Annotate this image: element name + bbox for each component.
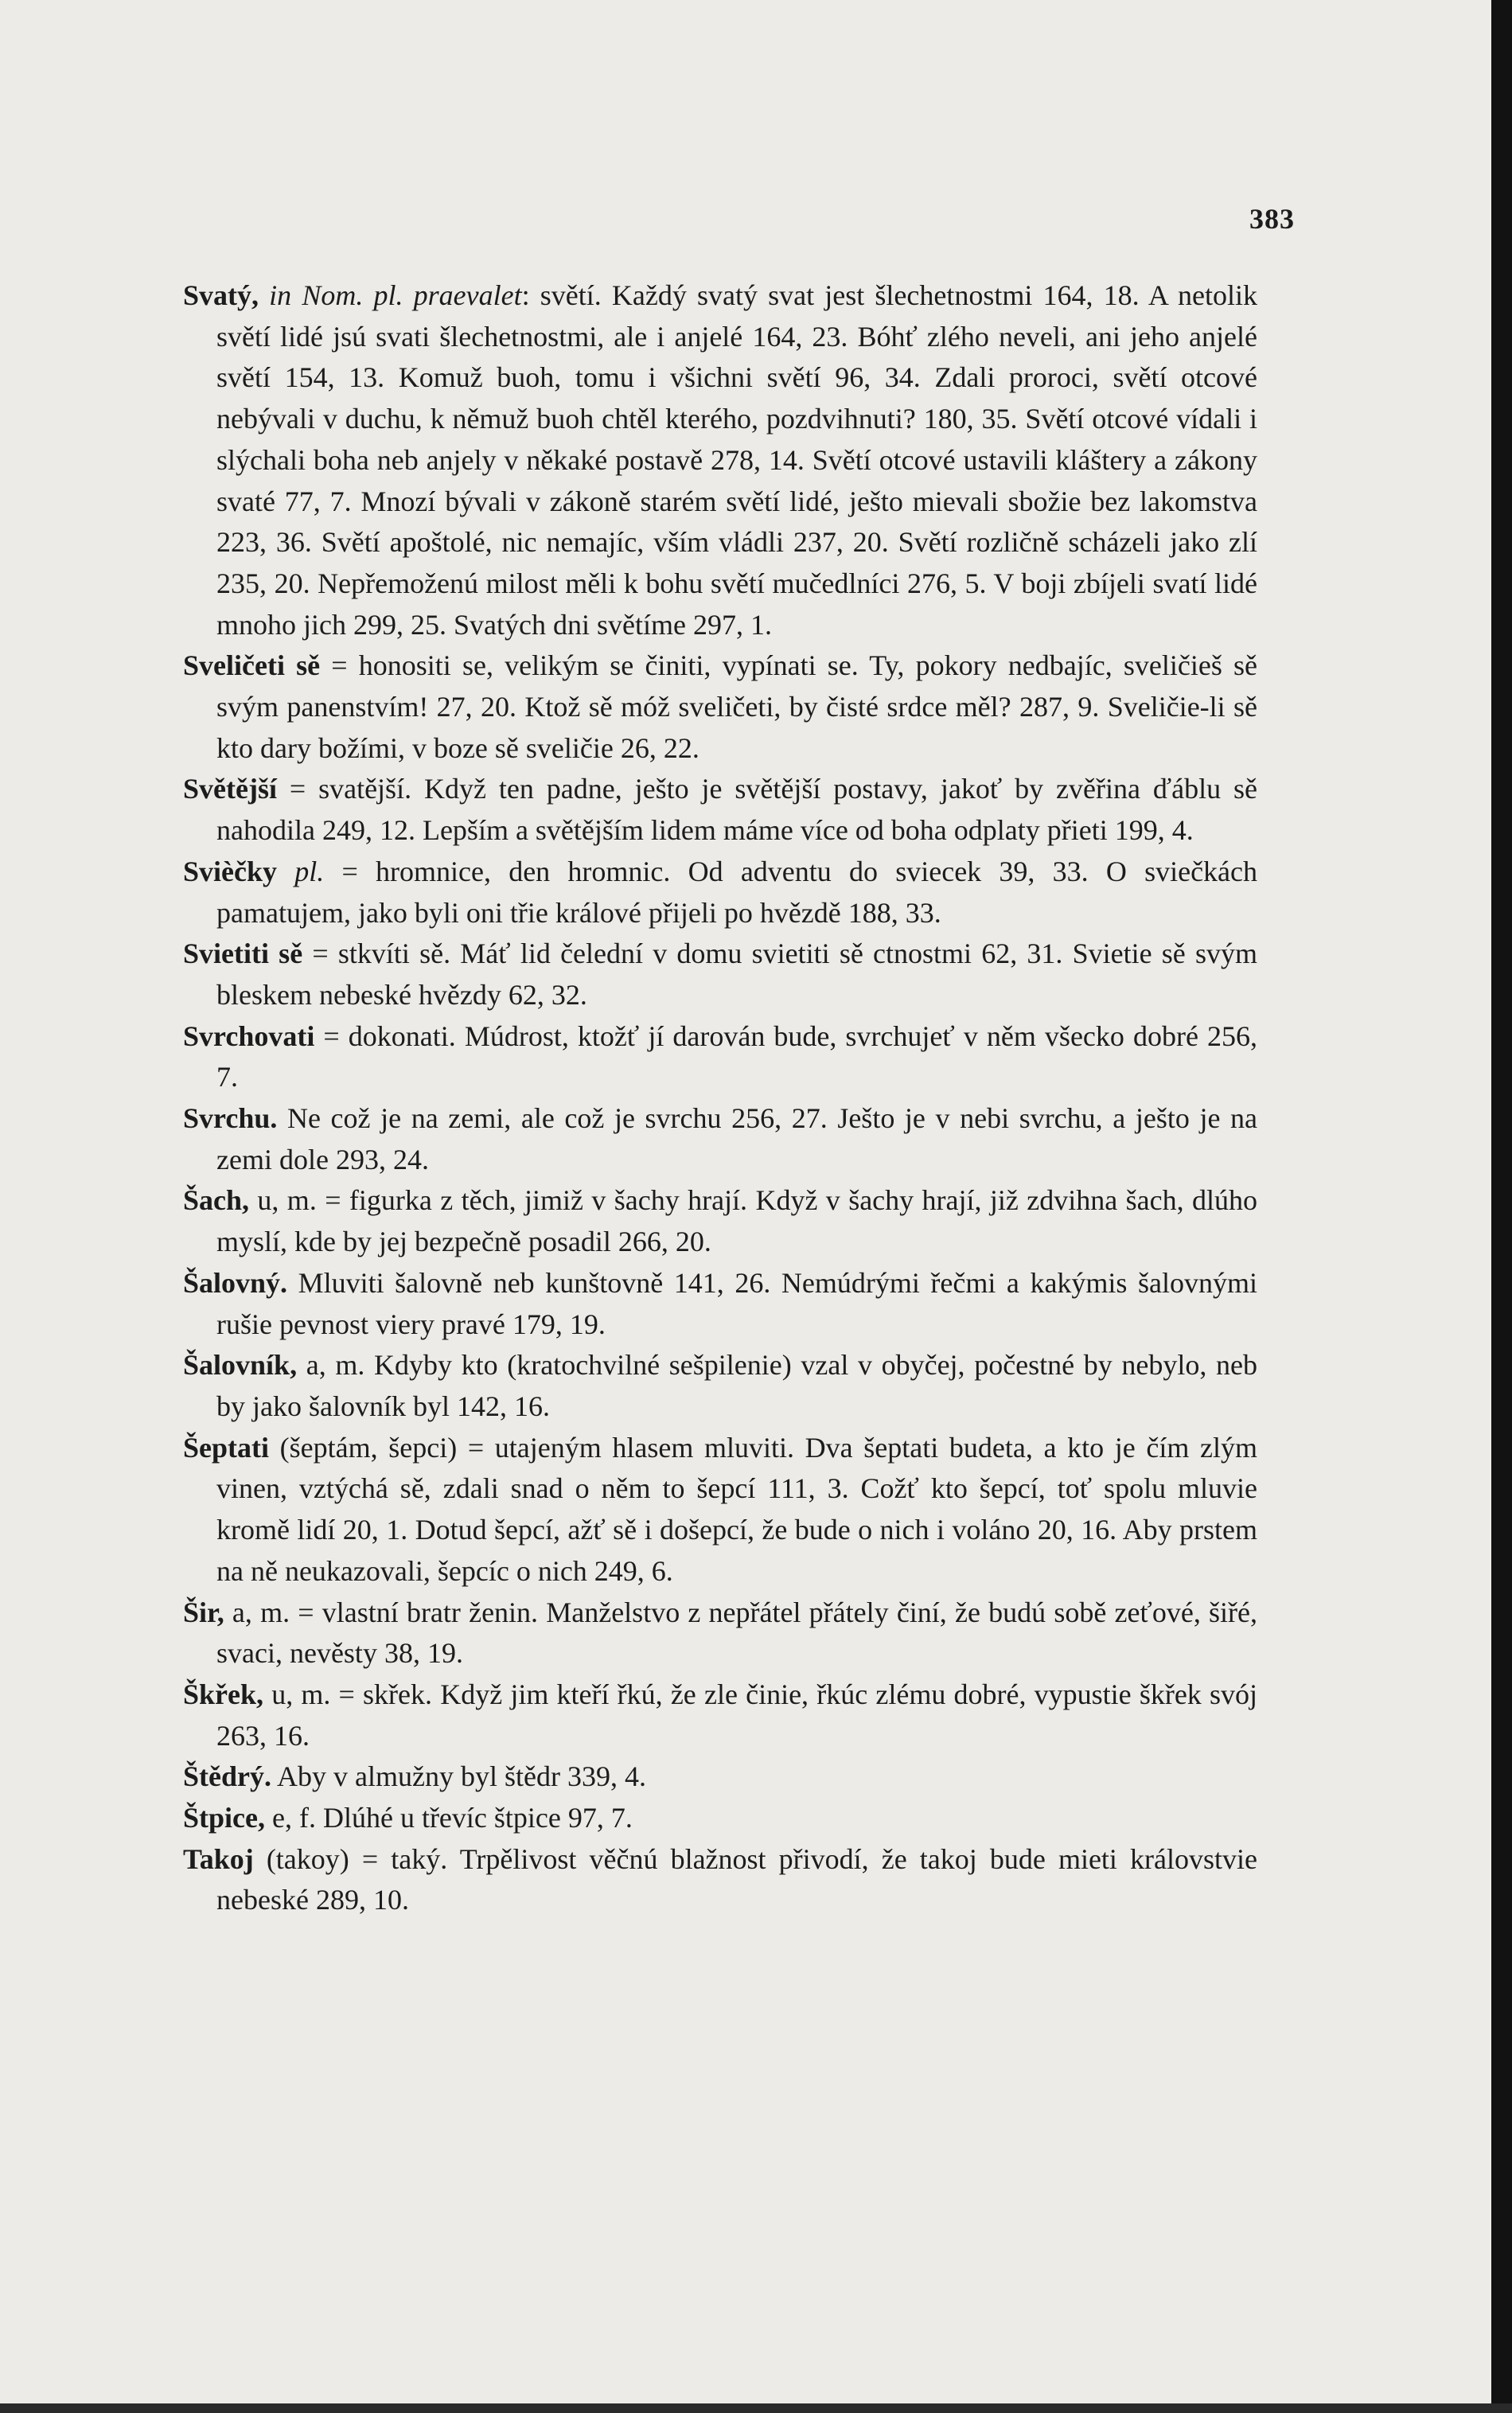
entry-definition: = svatější. Když ten padne, ješto je světější postavy, jakoť by zvěřina ďáblu sě nahodila 249, 12. Lepším a světějším lidem máme více od boha odplaty přieti 199, 4. [216, 773, 1257, 847]
entry-headword: Svrchovati [183, 1019, 315, 1052]
entry-headword: Škřek, [183, 1678, 264, 1710]
entry-definition: a, m. = vlastní bratr ženin. Manželstvo z nepřátel přátely činí, že budú sobě zeťové, šiřé, svaci, nevěsty 38, 19. [216, 1596, 1257, 1670]
entry-headword: Šalovník, [183, 1349, 298, 1382]
entry-definition: (takoy) = taký. Trpělivost věčnú blažnost přivodí, že takoj bude mieti královstvie nebeské 289, 10. [216, 1842, 1257, 1916]
entry-definition: u, m. = skřek. Když jim kteří řkú, že zle činie, řkúc zlému dobré, vypustie škřek svój 263, 16. [216, 1678, 1257, 1752]
entry-skrek [183, 1674, 1257, 1756]
entry-sir [183, 1592, 1257, 1674]
scan-edge [1491, 0, 1512, 2413]
entry-definition: Mluviti šalovně neb kunštovně 141, 26. Nemúdrými řečmi a kakýmis šalovnými rušie pevnost viery pravé 179, 19. [216, 1266, 1257, 1340]
entry-takoj [183, 1839, 1257, 1921]
entry-headword: Světější [183, 773, 277, 805]
scan-edge-bottom [0, 2403, 1512, 2413]
entry-svetejsi [183, 769, 1257, 851]
entry-sviecky [183, 852, 1257, 934]
entry-definition: = dokonati. Múdrost, ktožť jí darován bude, svrchujeť v něm všecko dobré 256, 7. [216, 1019, 1257, 1093]
entry-svaty [183, 275, 1257, 645]
entry-headword: Šir, [183, 1596, 224, 1628]
entry-definition: = honositi se, velikým se činiti, vypínati se. Ty, pokory nedbajíc, sveličieš sě svým panenstvím! 27, 20. Ktož sě móž sveličeti, by čisté srdce měl? 287, 9. Sveličie-li sě kto dary božími, v boze sě sveličie 26, 22. [216, 649, 1257, 764]
entry-headword: Šeptati [183, 1431, 269, 1464]
entry-salovnik [183, 1345, 1257, 1427]
entry-headword: Svietiti sě [183, 938, 303, 970]
entry-headword: Svièčky [183, 855, 278, 887]
entry-definition: = stkvíti sě. Máť lid čelední v domu svietiti sě ctnostmi 62, 31. Svietie sě svým bleskem nebeské hvězdy 62, 32. [216, 938, 1257, 1011]
entry-definition: a, m. Kdyby kto (kratochvilné sešpilenie) vzal v obyčej, počestné by nebylo, neb by jako šalovník byl 142, 16. [216, 1349, 1257, 1422]
entry-definition: (šeptám, šepci) = utajeným hlasem mluviti. Dva šeptati budeta, a kto je čím zlým vinen, vztýchá sě, zdali snad o něm to šepcí 111, 3. Cožť kto šepcí, toť spolu mluvie kromě lidí 20, 1. Dotud šepcí, ažť sě i došepcí, že bude o nich i voláno 20, 16. Aby prstem na ně neukazovali, šepcíc o nich 249, 6. [216, 1431, 1257, 1587]
page-number: 383 [1249, 203, 1295, 235]
entry-svelicetise [183, 645, 1257, 769]
entry-definition: u, m. = figurka z těch, jimiž v šachy hrají. Když v šachy hrají, již zdvihna šach, dlúho myslí, kde by jej bezpečně posadil 266, 20. [216, 1184, 1257, 1258]
entry-svietitise [183, 934, 1257, 1015]
entry-stpice [183, 1798, 1257, 1839]
entry-headword: Šach, [183, 1184, 250, 1217]
entry-definition: Ne což je na zemi, ale což je svrchu 256, 27. Ješto je v nebi svrchu, a ještо je na zemi dole 293, 24. [216, 1102, 1257, 1175]
entry-stedry [183, 1756, 1257, 1798]
dictionary-entries [183, 275, 1257, 1921]
entry-definition: : světí. Každý svatý svat jest šlechetnostmi 164, 18. A netolik světí lidé jsú svati šlechetnostmi, ale i anjelé 164, 23. Bóhť zlého neveli, ani jeho anjelé světí 154, 13. Komuž buoh, tomu i všichni světí 96, 34. Zdali proroci, světí otcové nebývali v duchu, k němuž buoh chtěl kterého, pozdvihnuti? 180, 35. Světí otcové vídali i slýchali boha neb anjely v někaké postavě 278, 14. Světí otcové ustavili kláštery a zákony svaté 77, 7. Mnozí bývali v zákoně starém světí lidé, ješto mievali sbožie bez lakomstva 223, 36. Světí apoštolé, nic nemajíc, vším vládli 237, 20. Světí rozličně scházeli jako zlí 235, 20. Nepřemoženú milost měli k bohu světí mučedlníci 276, 5. V boji zbíjeli svatí lidé mnoho jich 299, 25. Svatých dni světíme 297, 1. [216, 279, 1257, 641]
entry-grammar: in Nom. pl. praevalet [269, 279, 522, 311]
entry-headword: Svrchu. [183, 1102, 278, 1135]
entry-salovny [183, 1263, 1257, 1345]
entry-headword: Štpice, [183, 1802, 265, 1834]
entry-headword: Štědrý. [183, 1760, 271, 1793]
entry-grammar: pl. [294, 855, 325, 887]
entry-septati [183, 1428, 1257, 1592]
entry-definition: = hromnice, den hromnic. Od adventu do sviecek 39, 33. O sviečkách pamatujem, jako byli oni třie králové přijeli po hvězdě 188, 33. [216, 855, 1258, 929]
entry-svrchovati [183, 1016, 1257, 1098]
entry-headword: Svatý, [183, 279, 259, 311]
entry-definition: Aby v almužny byl štědr 339, 4. [271, 1760, 646, 1793]
entry-sach [183, 1180, 1257, 1262]
entry-headword: Šalovný. [183, 1266, 288, 1299]
entry-definition: e, f. Dlúhé u třevíc štpice 97, 7. [265, 1802, 633, 1834]
entry-headword: Sveličeti sě [183, 649, 321, 682]
entry-headword: Takoj [183, 1842, 254, 1875]
entry-svrchu [183, 1098, 1257, 1180]
